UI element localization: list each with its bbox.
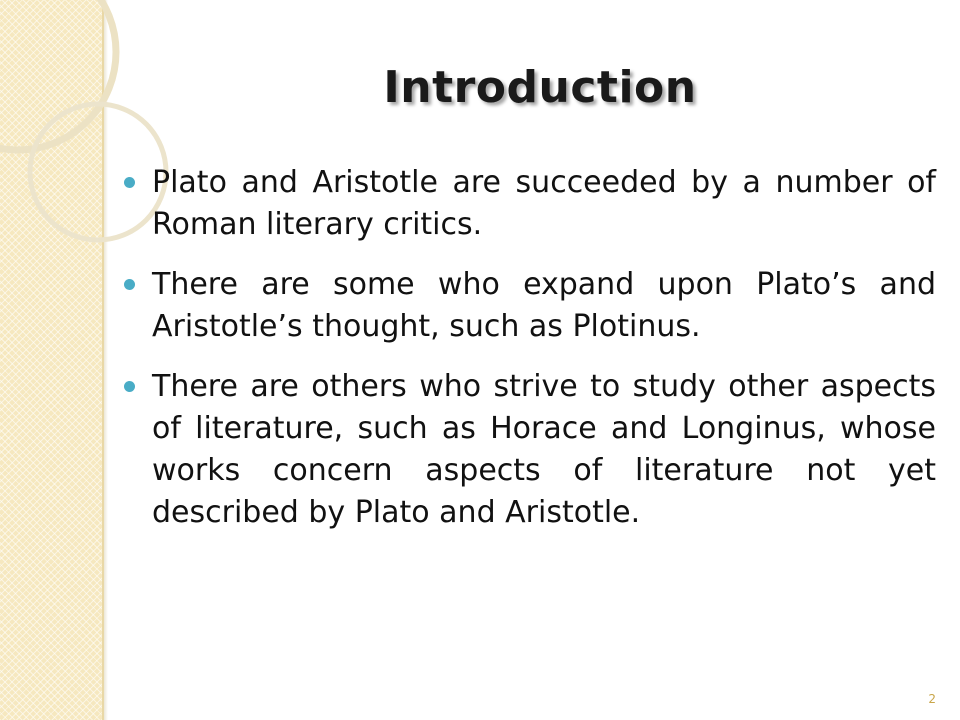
- page-number: 2: [928, 692, 936, 706]
- bullet-item: [152, 366, 936, 534]
- bullet-icon: [124, 381, 135, 392]
- bullet-item: [152, 264, 936, 348]
- bullet-item: [152, 162, 936, 246]
- bullet-text: Plato and Aristotle are succeeded by a number of Roman literary critics.: [152, 165, 936, 242]
- decorative-circle-small: [30, 104, 166, 240]
- slide-title: Introduction: [383, 62, 697, 113]
- bullet-text: There are others who strive to study other aspects of literature, such as Horace and Longinus, whose works concern aspects of literature not yet described by Plato and Aristotle.: [152, 369, 936, 530]
- bullet-list: [152, 162, 936, 552]
- bullet-icon: [124, 279, 135, 290]
- bullet-icon: [124, 177, 135, 188]
- bullet-text: There are some who expand upon Plato’s and Aristotle’s thought, such as Plotinus.: [152, 267, 936, 344]
